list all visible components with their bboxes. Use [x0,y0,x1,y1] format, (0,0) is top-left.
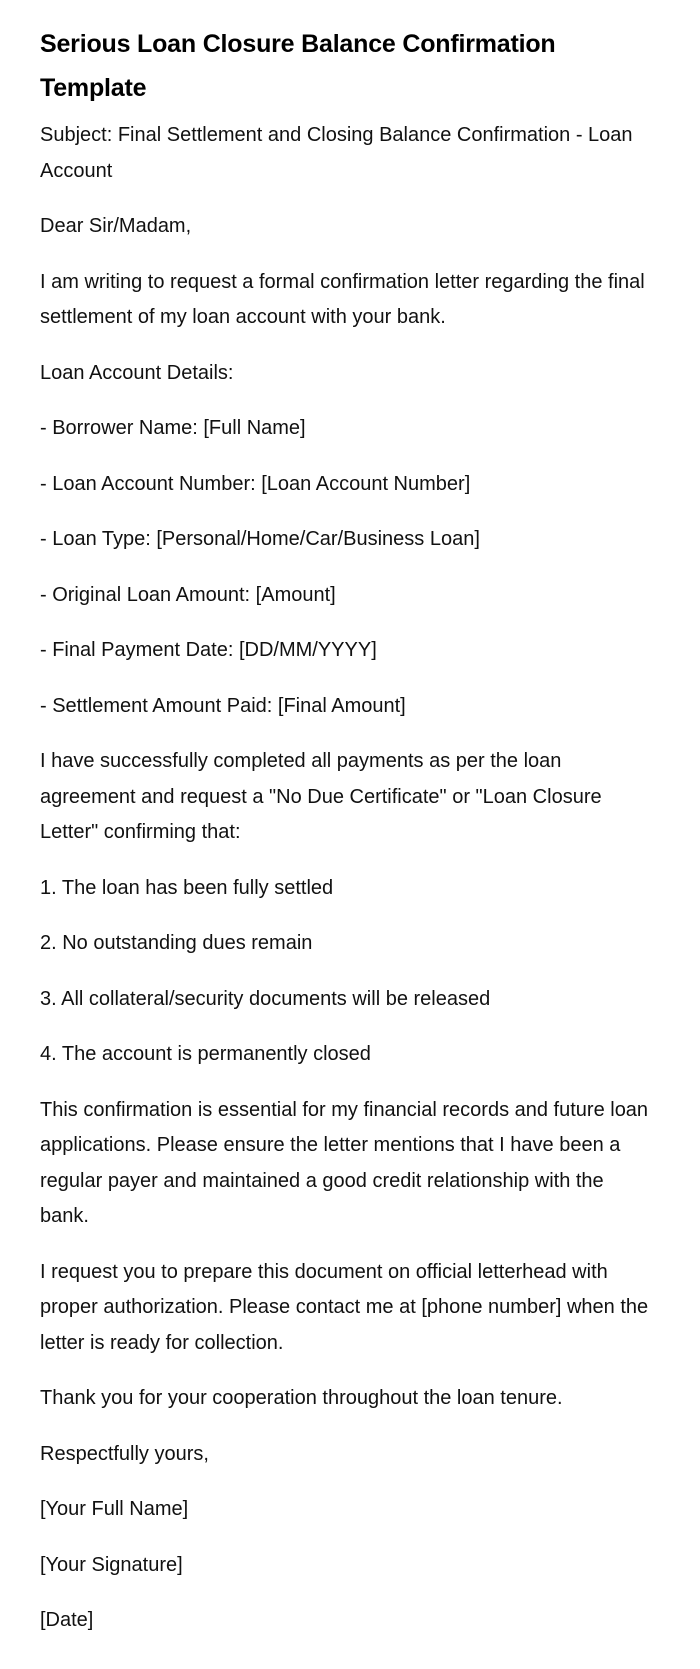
date-placeholder: [Date] [40,1609,94,1631]
confirmation-item-4: 4. The account is permanently closed [40,1043,371,1065]
detail-final-payment-date: - Final Payment Date: [DD/MM/YYYY] [40,639,377,661]
detail-original-amount: - Original Loan Amount: [Amount] [40,583,336,606]
closing-line: Respectfully yours, [40,1442,209,1465]
request-paragraph: I have successfully completed all payments as per the loan agreement and request a "No Due Certificate" or "Loan Closure Letter" confirming that: [40,750,602,843]
salutation: Dear Sir/Madam, [40,215,192,237]
document-title: Serious Loan Closure Balance Confirmation Template [40,30,556,102]
details-heading: Loan Account Details: [40,361,234,384]
detail-loan-type: - Loan Type: [Personal/Home/Car/Business Loan] [40,528,480,550]
importance-paragraph: This confirmation is essential for my financial records and future loan applications. Please ensure the letter mentions that I have been a regular payer and maintained a good credit relationship with the bank. [40,1098,649,1227]
detail-settlement-amount: - Settlement Amount Paid: [Final Amount] [40,694,406,717]
confirmation-item-3: 3. All collateral/security documents will be released [40,987,491,1010]
signature-placeholder: [Your Signature] [40,1553,183,1576]
detail-borrower-name: - Borrower Name: [Full Name] [40,417,306,439]
subject-line: Subject: Final Settlement and Closing Balance Confirmation - Loan Account [40,124,633,182]
letter-body [40,118,660,1639]
thanks-line: Thank you for your cooperation throughout the loan tenure. [40,1387,563,1409]
name-placeholder: [Your Full Name] [40,1498,189,1520]
instructions-paragraph: I request you to prepare this document on official letterhead with proper authorization. Please contact me at [phone number] when the letter is ready for collection. [40,1260,649,1354]
intro-paragraph: I am writing to request a formal confirmation letter regarding the final settlement of my loan account with your bank. [40,270,645,328]
confirmation-item-2: 2. No outstanding dues remain [40,932,313,954]
detail-account-number: - Loan Account Number: [Loan Account Number] [40,472,471,495]
confirmation-item-1: 1. The loan has been fully settled [40,876,334,899]
